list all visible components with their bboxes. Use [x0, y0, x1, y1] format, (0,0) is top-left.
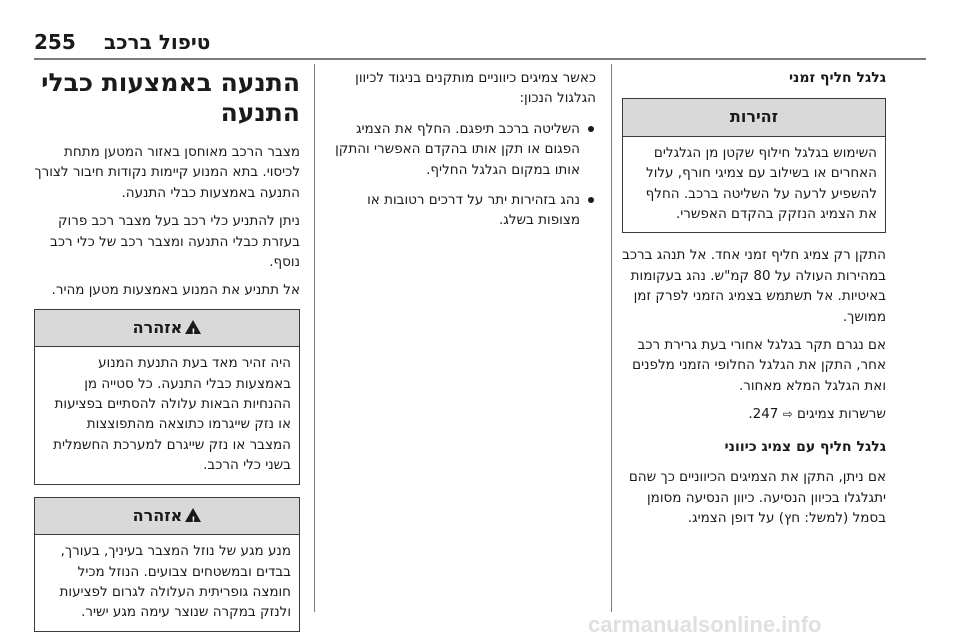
list-item: השליטה ברכב תיפגם. החלף את הצמיג הפגום או תקן אותו בהקדם האפשרי והתקן אותו במקום הגלגל החליף. [330, 119, 596, 180]
warning-box [34, 309, 300, 485]
column-divider-right [611, 64, 612, 612]
paragraph: אם נגרם תקר בגלגל אחורי בעת גרירת רכב אחר, התקן את הגלגל החלופי הזמני מלפנים ואת הגלגל המלא מאחור. [632, 337, 886, 394]
right-column [622, 68, 886, 536]
left-column [34, 68, 300, 644]
bullet-list [330, 119, 596, 231]
warning-box [34, 497, 300, 632]
warning-title: אזהרה [132, 317, 183, 337]
warning-header [35, 498, 299, 535]
warning-triangle-icon [185, 508, 201, 522]
paragraph: אל תתניע את המנוע באמצעות מטען מהיר. [51, 282, 300, 299]
section-title: טיפול ברכב [104, 30, 211, 54]
warning-body: היה זהיר מאד בעת התנעת המנוע באמצעות כבלי התנעה. כל סטייה מן ההנחיות הבאות עלולה להסתיים בפציעות או נזק שייגרמו כתוצאה מהתפוצצות המצבר או נזק שייגרם למערכת החשמלית בשני כלי הרכב. [53, 355, 291, 474]
caution-body: השימוש בגלגל חילוף שקטן מן הגלגלים האחרים או בשילוב עם צמיגי חורף, עלול להשפיע לרעה על השליטה ברכב. החלף את הצמיג הנזקק בהקדם האפשרי. [645, 144, 877, 223]
cross-reference[interactable]: שרשרות צמיגים ⇨ 247. [622, 404, 886, 424]
warning-header [35, 310, 299, 347]
reference-text: שרשרות צמיגים [797, 406, 886, 423]
header-rule [34, 58, 926, 60]
middle-column [330, 68, 596, 241]
paragraph: מצבר הרכב מאוחסן באזור המטען מתחת לכיסוי. בתא המנוע קיימות נקודות חיבור לצורך התנעה באמצעות כבלי התנעה. [34, 144, 300, 201]
watermark: carmanualsonline.info [588, 612, 822, 637]
reference-page: 247 [752, 406, 779, 423]
paragraph: כאשר צמיגים כיווניים מותקנים בניגוד לכיוון הגלגול הנכון: [355, 70, 596, 107]
paragraph: אם ניתן, התקן את הצמיגים הכיווניים כך שהם יתגלגלו בכיוון הנסיעה. כיוון הנסיעה מסומן בסמל (למשל: חץ) על דופן הצמיג. [628, 469, 886, 526]
heading-directional-spare: גלגל חליף עם צמיג כיווני [724, 438, 886, 455]
page-reference-arrow-icon: ⇨ [782, 407, 793, 422]
list-item: נהג בזהירות יתר על דרכים רטובות או מצופות בשלג. [330, 190, 596, 231]
caution-box [622, 98, 886, 233]
section-heading-jump-start: התנעה באמצעות כבלי התנעה [41, 68, 300, 127]
column-divider-left [314, 64, 315, 612]
paragraph: התקן רק צמיג חליף זמני אחד. אל תנהג ברכב במהירות העולה על 80 קמ"ש. נהג בעקומות באיטיות. אל תשתמש בצמיג הזמני לפרק זמן ממושך. [622, 247, 886, 325]
warning-title: אזהרה [132, 505, 183, 525]
heading-temporary-spare: גלגל חליף זמני [788, 70, 886, 86]
warning-triangle-icon [185, 320, 201, 334]
page-number: 255 [34, 30, 76, 54]
caution-header: זהירות [623, 99, 885, 136]
paragraph: ניתן להתניע כלי רכב בעל מצבר רכב פרוק בעזרת כבלי התנעה ומצבר רכב של כלי רכב נוסף. [50, 213, 300, 271]
warning-body: מנע מגע של נוזל המצבר בעיניך, בעורך, בבדים ובמשטחים צבועים. הנוזל מכיל חומצה גופריתית העלולה לגרום לפציעות ולנזק במקרה שנוצר עימה מגע ישיר. [59, 543, 291, 621]
